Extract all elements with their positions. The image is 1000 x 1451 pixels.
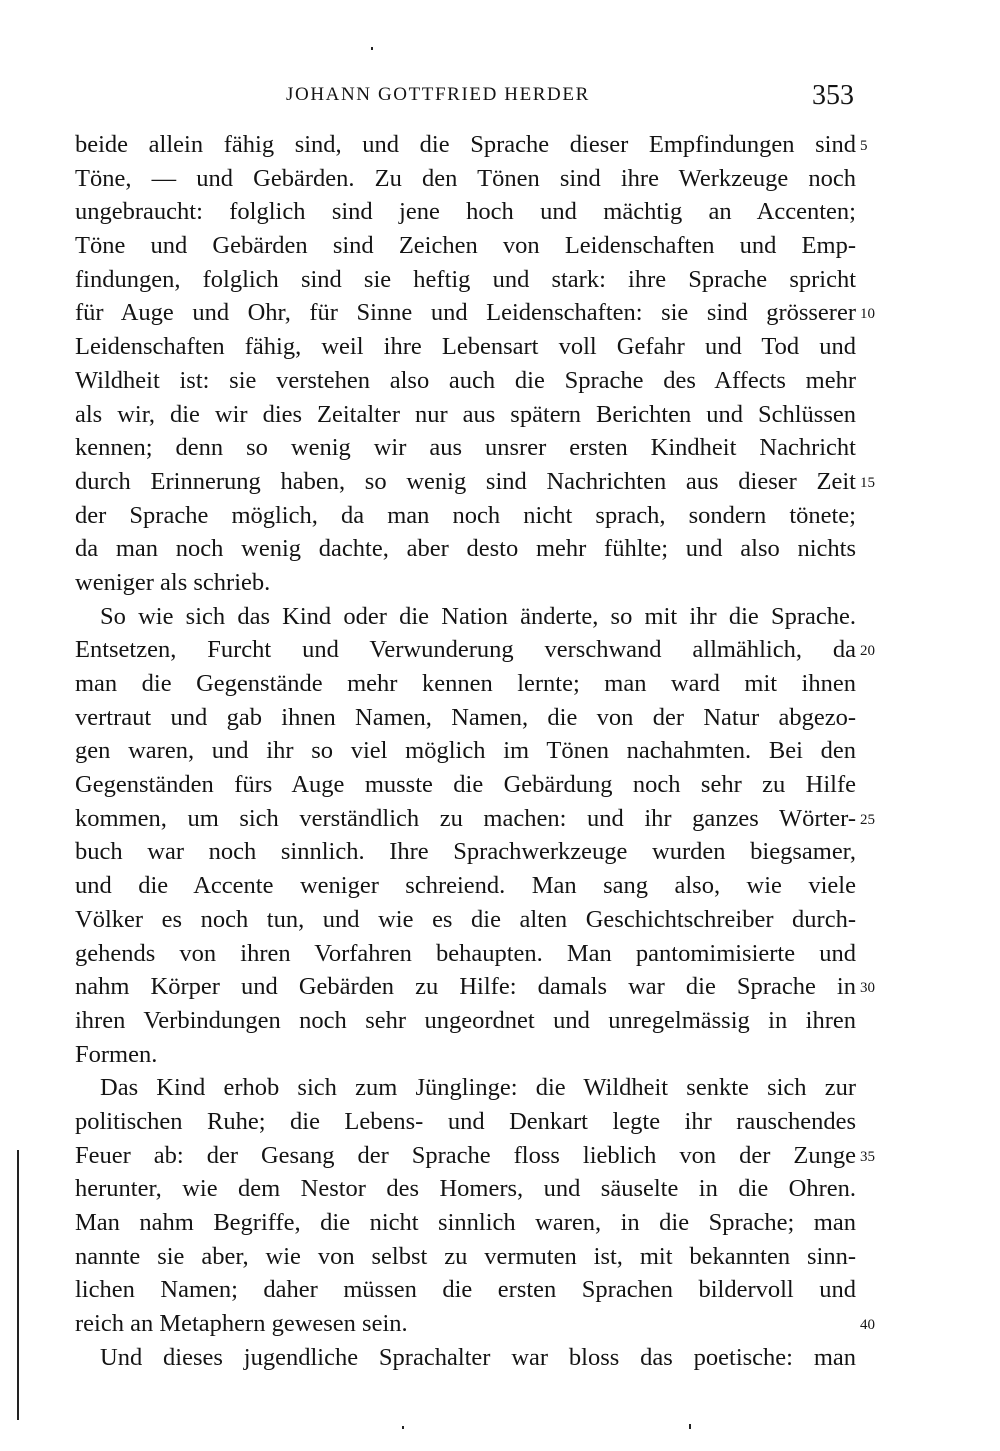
running-head: JOHANN GOTTFRIED HERDER [286,84,590,105]
text-line-content: Formen. [75,1040,158,1068]
text-line [75,128,868,162]
text-line-content: Wildheit ist: sie verstehen also auch die Sprache des Affects mehr [75,366,856,394]
text-line [75,903,856,937]
text-line-content: Entsetzen, Furcht und Verwunderung verschwand allmählich, da [75,636,856,664]
text-line [75,1341,856,1375]
text-line-content: kommen, um sich verständlich zu machen: und ihr ganzes Wörter- [75,804,856,832]
text-line [75,1307,875,1341]
text-line-content: gen waren, und ihr so viel möglich im Tönen nachahmten. Bei den [75,737,856,765]
text-line-content: und die Accente weniger schreiend. Man sang also, wie viele [75,872,856,900]
scan-dot [689,1424,691,1429]
text-line [75,465,875,499]
text-line-content: als wir, die wir dies Zeitalter nur aus spätern Berichten und Schlüssen [75,400,856,428]
text-line-content: Töne und Gebärden sind Zeichen von Leidenschaften und Emp- [75,232,856,260]
text-line-content: ungebraucht: folglich sind jene hoch und mächtig an Accenten; [75,198,856,226]
text-line [75,802,875,836]
line-number: 25 [860,811,875,828]
line-number: 10 [860,306,875,323]
text-line-content: nannte sie aber, wie von selbst zu vermuten ist, mit bekannten sinn- [75,1242,856,1270]
text-line [75,633,875,667]
text-line-content: herunter, wie dem Nestor des Homers, und säuselte in die Ohren. [75,1175,856,1203]
text-line-content: für Auge und Ohr, für Sinne und Leidenschaften: sie sind grösserer [75,299,856,327]
line-number: 30 [860,980,875,997]
scan-dot [402,1426,404,1429]
text-line [75,1105,856,1139]
text-line-content: vertraut und gab ihnen Namen, Namen, die von der Natur abgezo- [75,703,856,731]
line-number: 5 [860,138,868,154]
text-line-content: So wie sich das Kind oder die Nation änderte, so mit ihr die Sprache. [100,602,856,630]
text-line [75,532,856,566]
line-number: 15 [860,474,875,491]
text-line-content: Leidenschaften fähig, weil ihre Lebensart voll Gefahr und Tod und [75,333,856,361]
text-line-content: kennen; denn so wenig wir aus unsrer ersten Kindheit Nachricht [75,434,856,462]
text-line-content: lichen Namen; daher müssen die ersten Sprachen bildervoll und [75,1276,856,1304]
text-line [75,364,856,398]
text-line [75,162,856,196]
text-line-content: weniger als schrieb. [75,568,271,596]
text-line [75,1273,856,1307]
text-line [75,600,856,634]
text-line [75,195,856,229]
text-line [75,869,856,903]
text-line-content: Man nahm Begriffe, die nicht sinnlich waren, in die Sprache; man [75,1209,856,1236]
text-line [75,1172,856,1206]
text-line-content: Und dieses jugendliche Sprachalter war bloss das poetische: man [100,1343,856,1371]
text-line [75,970,875,1004]
text-line [75,734,856,768]
line-number: 40 [860,1317,875,1334]
scan-dot [371,47,373,50]
text-line [75,835,856,869]
text-line [75,566,856,600]
text-line-content: da man noch wenig dachte, aber desto mehr fühlte; und also nichts [75,535,856,563]
text-line-content: Völker es noch tun, und wie es die alten Geschichtschreiber durch- [75,905,856,933]
page-body-text [75,128,875,1374]
page-number: 353 [812,80,854,111]
text-line-content: Feuer ab: der Gesang der Sprache floss lieblich von der Zunge [75,1141,856,1169]
text-line [75,667,856,701]
line-number: 35 [860,1148,875,1165]
text-line-content: durch Erinnerung haben, so wenig sind Nachrichten aus dieser Zeit [75,467,856,495]
text-line [75,1240,856,1274]
text-line-content: gehends von ihren Vorfahren behaupten. Man pantomimisierte und [75,939,856,967]
text-line [75,1139,875,1173]
text-line-content: Das Kind erhob sich zum Jünglinge: die Wildheit senkte sich zur [100,1074,856,1102]
text-line-content: findungen, folglich sind sie heftig und stark: ihre Sprache spricht [75,265,856,293]
text-line-content: man die Gegenstände mehr kennen lernte; man ward mit ihnen [75,670,856,697]
text-line [75,1206,856,1240]
text-line-content: Töne, — und Gebärden. Zu den Tönen sind ihre Werkzeuge noch [75,164,856,192]
text-line [75,768,856,802]
text-line [75,398,856,432]
text-line [75,431,856,465]
text-line [75,229,856,263]
line-number: 20 [860,643,875,660]
text-line [75,499,856,533]
text-line-content: politischen Ruhe; die Lebens- und Denkart legte ihr rauschendes [75,1107,856,1135]
text-line-content: Gegenständen fürs Auge musste die Gebärdung noch sehr zu Hilfe [75,771,856,799]
text-line-content: der Sprache möglich, da man noch nicht sprach, sondern tönete; [75,501,856,529]
text-line [75,1071,856,1105]
text-line-content: reich an Metaphern gewesen sein. [75,1310,408,1338]
text-line [75,1038,856,1072]
text-line-content: nahm Körper und Gebärden zu Hilfe: damals war die Sprache in [75,973,856,1001]
text-line-content: ihren Verbindungen noch sehr ungeordnet und unregelmässig in ihren [75,1006,856,1034]
text-line [75,330,856,364]
text-line-content: buch war noch sinnlich. Ihre Sprachwerkzeuge wurden biegsamer, [75,838,856,866]
text-line [75,263,856,297]
text-line [75,701,856,735]
scan-margin-mark [17,1150,19,1420]
text-line [75,1004,856,1038]
text-line-content: beide allein fähig sind, und die Sprache dieser Empfindungen sind [75,131,856,158]
text-line [75,937,856,971]
text-line [75,296,875,330]
